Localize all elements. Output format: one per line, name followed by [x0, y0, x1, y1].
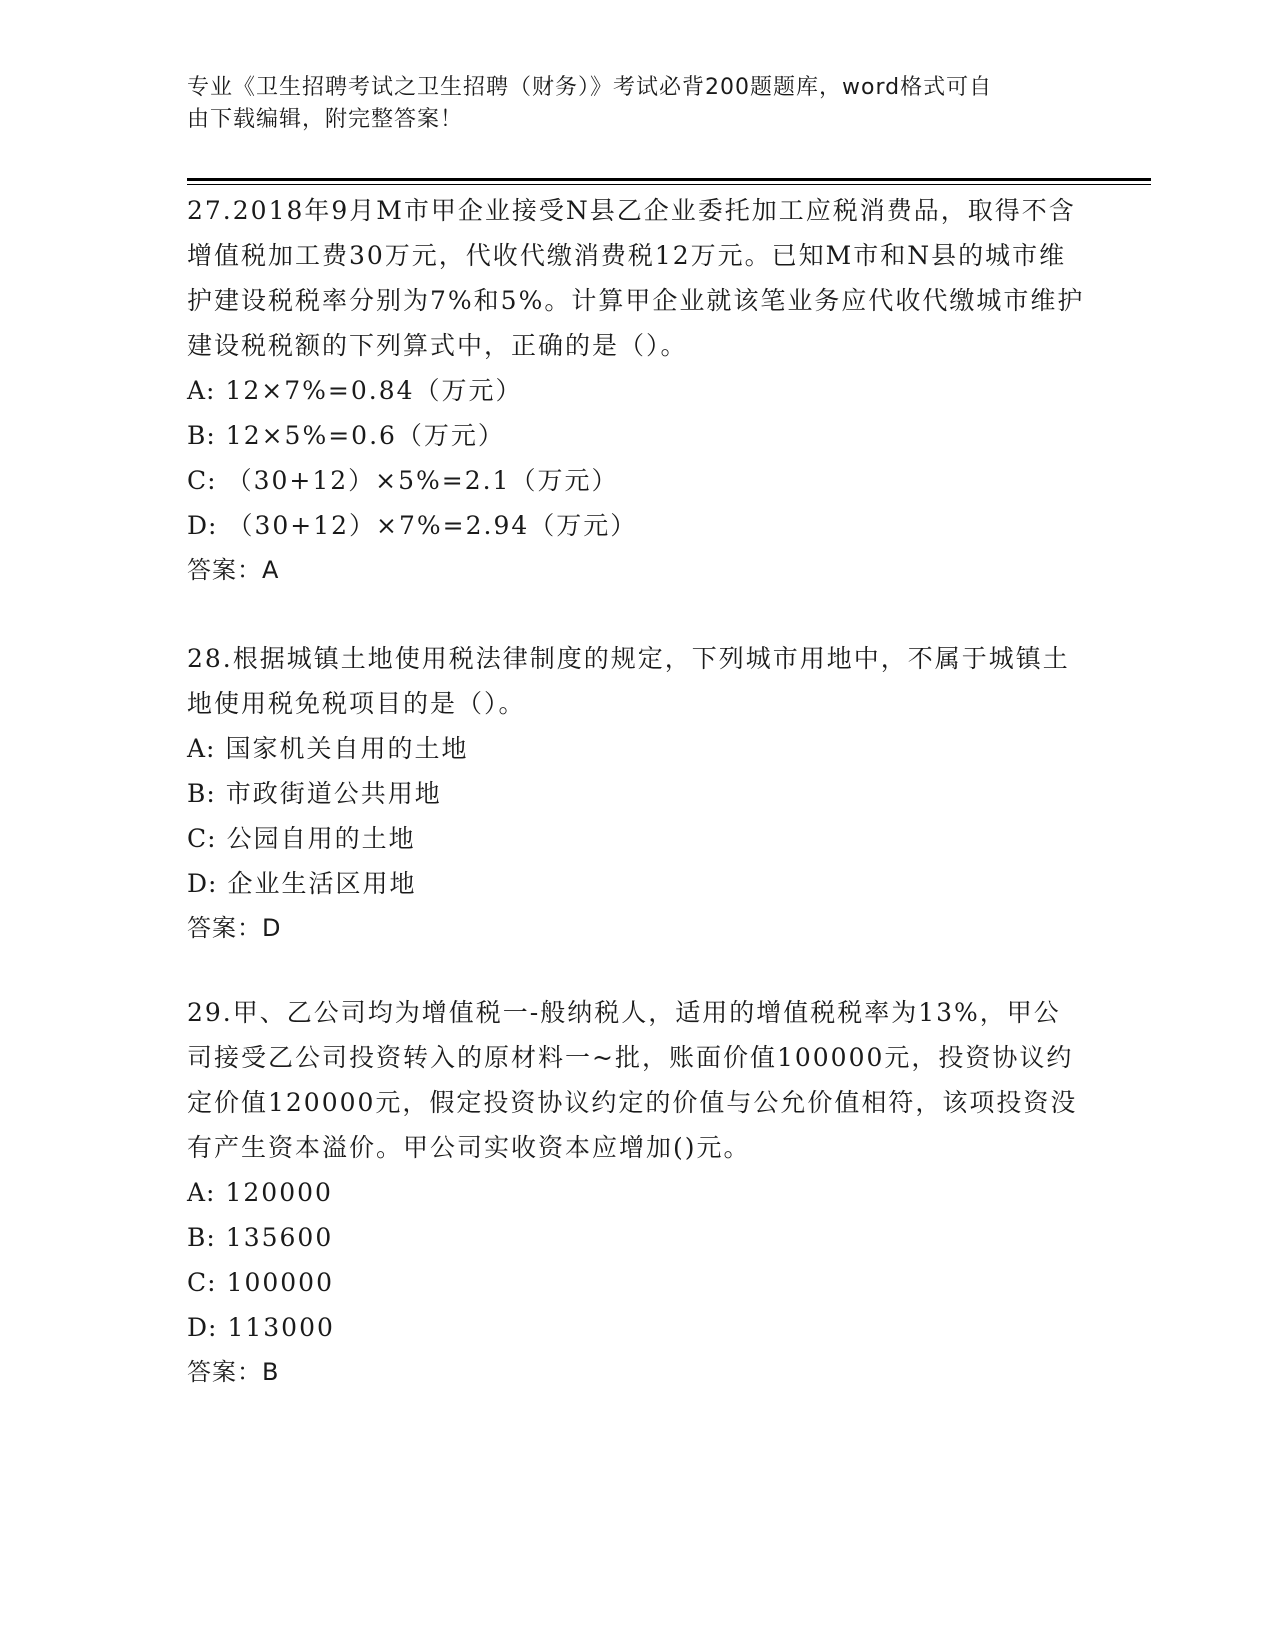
option-key: A:: [187, 376, 216, 405]
option-c: [187, 458, 1087, 503]
header-line-2: 由下载编辑，附完整答案！: [187, 107, 464, 132]
header-divider-thick: [187, 178, 1151, 181]
answer-label: 答案：A: [187, 556, 280, 584]
question-28: [187, 636, 1087, 951]
option-c: [187, 1260, 1087, 1305]
option-key: B:: [187, 779, 216, 808]
option-text: 100000: [226, 1268, 334, 1297]
option-key: A:: [187, 734, 216, 763]
header-line-1: 专业《卫生招聘考试之卫生招聘（财务）》考试必背200题题库，word格式可自: [187, 75, 993, 100]
question-text: 28.根据城镇土地使用税法律制度的规定，下列城市用地中，不属于城镇土地使用税免税项目的是（）。: [187, 644, 1070, 718]
option-key: C:: [187, 466, 217, 495]
option-b: [187, 413, 1087, 458]
option-a: [187, 726, 1087, 771]
option-text: 135600: [225, 1223, 334, 1252]
option-text: 公园自用的土地: [226, 824, 416, 853]
document-header: [187, 72, 1067, 136]
option-key: C:: [187, 824, 217, 853]
question-text: 27.2018年9月M市甲企业接受N县乙企业委托加工应税消费品，取得不含增值税加工费30万元，代收代缴消费税12万元。已知M市和N县的城市维护建设税税率分别为7%和5%。计算甲企业就该笔业务应代收代缴城市维护建设税税额的下列算式中，正确的是（）。: [187, 196, 1085, 360]
option-b: [187, 771, 1087, 816]
option-text: 12×7%=0.84（万元）: [225, 376, 523, 405]
option-text: （30+12）×5%=2.1（万元）: [226, 466, 619, 495]
option-key: B:: [187, 1223, 216, 1252]
option-text: 12×5%=0.6（万元）: [225, 421, 505, 450]
option-d: [187, 1305, 1087, 1350]
option-b: [187, 1215, 1087, 1260]
option-a: [187, 1170, 1087, 1215]
option-text: 企业生活区用地: [227, 869, 417, 898]
option-key: D:: [187, 1313, 218, 1342]
option-a: [187, 368, 1087, 413]
option-text: 113000: [227, 1313, 335, 1342]
option-key: C:: [187, 1268, 217, 1297]
option-key: B:: [187, 421, 216, 450]
question-29: [187, 990, 1087, 1395]
option-key: D:: [187, 869, 218, 898]
option-text: （30+12）×7%=2.94（万元）: [227, 511, 638, 540]
header-divider-thin: [187, 184, 1151, 185]
question-27: [187, 188, 1087, 593]
option-text: 市政街道公共用地: [225, 779, 442, 808]
answer-label: 答案：D: [187, 914, 282, 942]
option-d: [187, 503, 1087, 548]
option-key: D:: [187, 511, 218, 540]
option-c: [187, 816, 1087, 861]
option-d: [187, 861, 1087, 906]
option-text: 国家机关自用的土地: [225, 734, 469, 763]
answer-label: 答案：B: [187, 1358, 280, 1386]
question-text: 29.甲、乙公司均为增值税一-般纳税人，适用的增值税税率为13%，甲公司接受乙公司投资转入的原材料一~批，账面价值100000元，投资协议约定价值120000元，假定投资协议约定的价值与公允价值相符，该项投资没有产生资本溢价。甲公司实收资本应增加()元。: [187, 998, 1078, 1162]
option-key: A:: [187, 1178, 216, 1207]
option-text: 120000: [225, 1178, 333, 1207]
